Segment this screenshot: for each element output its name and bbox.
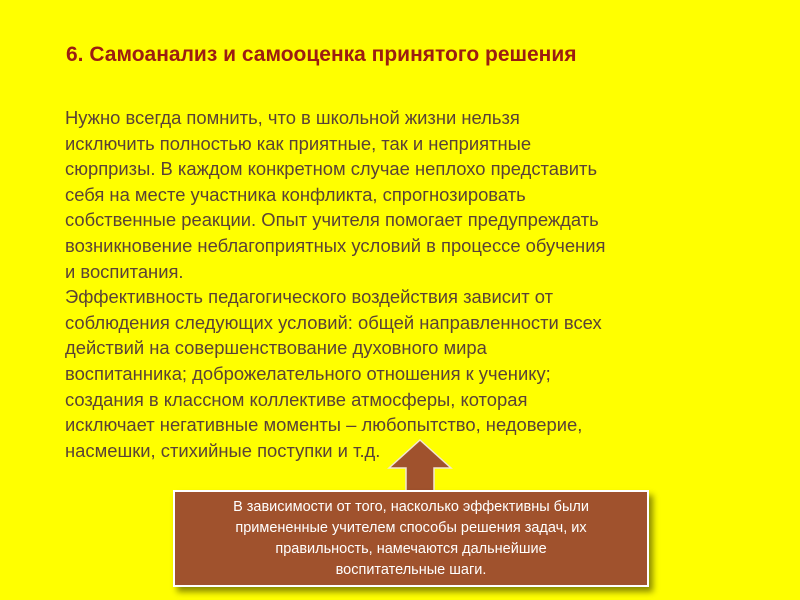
body-line: Нужно всегда помнить, что в школьной жизни нельзя (65, 107, 520, 128)
body-line: собственные реакции. Опыт учителя помогает предупреждать (65, 209, 599, 231)
slide-title: 6. Самоанализ и самооценка принятого решения (66, 43, 577, 66)
callout-line: воспитательные шаги. (335, 561, 487, 578)
body-line: возникновение неблагоприятных условий в процессе обучения (65, 234, 606, 256)
body-line: исключить полностью как приятные, так и неприятные (65, 132, 532, 154)
body-line: сюрпризы. В каждом конкретном случае неплохо представить (65, 158, 598, 180)
callout-line: В зависимости от того, насколько эффективны были (233, 498, 589, 515)
body-line: соблюдения следующих условий: общей направленности всех (65, 311, 602, 333)
callout-line: правильность, намечаются дальнейшие (275, 540, 547, 557)
body-line: действий на совершенствование духовного мира (65, 337, 487, 359)
body-text (65, 105, 735, 463)
body-line: воспитанника; доброжелательного отношения к ученику; (65, 362, 551, 384)
body-line: и воспитания. (65, 260, 184, 282)
up-arrow-icon (387, 438, 453, 496)
body-line: исключает негативные моменты – любопытство, недоверие, (65, 414, 583, 436)
callout-line: примененные учителем способы решения задач, их (235, 519, 587, 536)
body-line: создания в классном коллективе атмосферы, которая (65, 388, 528, 410)
body-line: Эффективность педагогического воздействия зависит от (65, 286, 554, 308)
body-line: насмешки, стихийные поступки и т.д. (65, 439, 381, 461)
callout-box (173, 490, 649, 587)
body-line: себя на месте участника конфликта, спрогнозировать (65, 183, 526, 205)
